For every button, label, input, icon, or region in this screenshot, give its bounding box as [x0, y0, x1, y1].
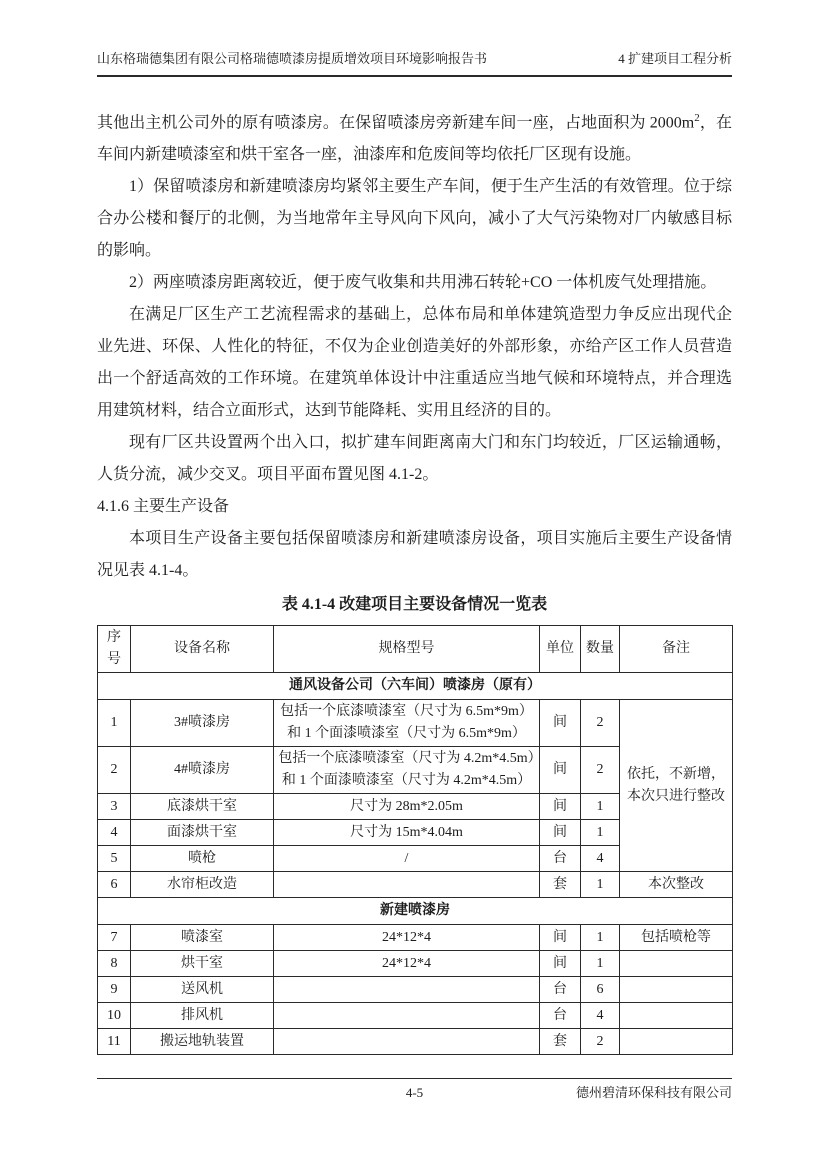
table-header-row — [98, 626, 733, 673]
cell-name: 烘干室 — [131, 951, 274, 977]
cell-no: 7 — [98, 925, 131, 951]
cell-qty: 1 — [581, 820, 620, 846]
cell-spec — [274, 977, 540, 1003]
cell-remark — [620, 1029, 733, 1055]
cell-qty: 4 — [581, 1003, 620, 1029]
cell-spec: 尺寸为 28m*2.05m — [274, 794, 540, 820]
paragraph-item-1: 1）保留喷漆房和新建喷漆房均紧邻主要生产车间，便于生产生活的有效管理。位于综合办公楼和餐厅的北侧，为当地常年主导风向下风向，减小了大气污染物对厂内敏感目标的影响。 — [97, 178, 732, 260]
table-row — [98, 1029, 733, 1055]
cell-no: 6 — [98, 872, 131, 898]
equipment-table — [97, 625, 733, 1055]
column-header-spec: 规格型号 — [274, 626, 540, 673]
page-footer — [97, 1078, 732, 1100]
table-row — [98, 925, 733, 951]
cell-name: 水帘柜改造 — [131, 872, 274, 898]
table-caption: 表 4.1-4 改建项目主要设备情况一览表 — [281, 596, 548, 614]
cell-spec: 尺寸为 15m*4.04m — [274, 820, 540, 846]
cell-spec — [274, 872, 540, 898]
cell-no: 4 — [98, 820, 131, 846]
cell-unit: 套 — [540, 872, 581, 898]
cell-remark-merged: 依托，不新增，本次只进行整改 — [620, 700, 733, 872]
table-row — [98, 977, 733, 1003]
cell-remark — [620, 951, 733, 977]
table-row — [98, 951, 733, 977]
cell-qty: 1 — [581, 794, 620, 820]
column-header-remark: 备注 — [620, 626, 733, 673]
cell-qty: 4 — [581, 846, 620, 872]
cell-no: 8 — [98, 951, 131, 977]
cell-qty: 1 — [581, 951, 620, 977]
cell-remark: 包括喷枪等 — [620, 925, 733, 951]
page-header — [97, 50, 732, 77]
cell-unit: 套 — [540, 1029, 581, 1055]
column-header-name: 设备名称 — [131, 626, 274, 673]
page-content — [97, 102, 732, 1055]
footer-company: 德州碧清环保科技有限公司 — [575, 1085, 732, 1100]
table-row — [98, 700, 733, 747]
cell-no: 9 — [98, 977, 131, 1003]
cell-no: 3 — [98, 794, 131, 820]
cell-qty: 6 — [581, 977, 620, 1003]
cell-no: 1 — [98, 700, 131, 747]
column-header-qty: 数量 — [581, 626, 620, 673]
paragraph-layout-design: 在满足厂区生产工艺流程需求的基础上，总体布局和单体建筑造型力争反应出现代企业先进、环保、人性化的特征，不仅为企业创造美好的外部形象，亦给产区工作人员营造出一个舒适高效的工作环境。在建筑单体设计中注重适应当地气候和环境特点，并合理选用建筑材料，结合立面形式，达到节能降耗、实用且经济的目的。 — [97, 306, 732, 420]
cell-name: 面漆烘干室 — [131, 820, 274, 846]
cell-qty: 2 — [581, 1029, 620, 1055]
paragraph-entrances: 现有厂区共设置两个出入口，拟扩建车间距离南大门和东门均较近，厂区运输通畅，人货分流，减少交叉。项目平面布置见图 4.1-2。 — [97, 434, 732, 484]
table-section-new — [98, 898, 733, 925]
cell-qty: 2 — [581, 700, 620, 747]
superscript-square-meter: 2 — [694, 112, 700, 124]
column-header-no: 序号 — [98, 626, 131, 673]
cell-no: 2 — [98, 747, 131, 794]
cell-spec: 24*12*4 — [274, 925, 540, 951]
cell-spec: 24*12*4 — [274, 951, 540, 977]
cell-name: 送风机 — [131, 977, 274, 1003]
cell-qty: 1 — [581, 872, 620, 898]
cell-spec — [274, 1003, 540, 1029]
cell-remark — [620, 977, 733, 1003]
paragraph-equipment-intro: 本项目生产设备主要包括保留喷漆房和新建喷漆房设备，项目实施后主要生产设备情况见表 4.1-4。 — [97, 530, 732, 580]
table-row — [98, 1003, 733, 1029]
paragraph-text: ，在车间内新建喷漆室和烘干室各一座，油漆库和危废间等均依托厂区现有设施。 — [97, 114, 732, 164]
table-section-existing — [98, 673, 733, 700]
paragraph-text: 其他出主机公司外的原有喷漆房。在保留喷漆房旁新建车间一座，占地面积为 2000m — [97, 114, 695, 132]
cell-no: 11 — [98, 1029, 131, 1055]
cell-name: 3#喷漆房 — [131, 700, 274, 747]
paragraph-item-2: 2）两座喷漆房距离较近，便于废气收集和共用沸石转轮+CO 一体机废气处理措施。 — [129, 274, 717, 292]
cell-qty: 1 — [581, 925, 620, 951]
cell-unit: 台 — [540, 1003, 581, 1029]
section-title: 新建喷漆房 — [98, 898, 733, 925]
paragraph-workshop-overview — [97, 102, 732, 171]
cell-unit: 间 — [540, 951, 581, 977]
column-header-unit: 单位 — [540, 626, 581, 673]
cell-name: 底漆烘干室 — [131, 794, 274, 820]
cell-spec: / — [274, 846, 540, 872]
cell-no: 10 — [98, 1003, 131, 1029]
cell-unit: 台 — [540, 977, 581, 1003]
cell-qty: 2 — [581, 747, 620, 794]
cell-name: 排风机 — [131, 1003, 274, 1029]
header-chapter-title: 4 扩建项目工程分析 — [618, 51, 732, 66]
header-doc-title: 山东格瑞德集团有限公司格瑞德喷漆房提质增效项目环境影响报告书 — [97, 51, 488, 66]
cell-remark — [620, 1003, 733, 1029]
cell-unit: 间 — [540, 794, 581, 820]
cell-unit: 间 — [540, 747, 581, 794]
cell-spec: 包括一个底漆喷漆室（尺寸为 6.5m*9m）和 1 个面漆喷漆室（尺寸为 6.5m*9m） — [274, 700, 540, 747]
cell-name: 喷漆室 — [131, 925, 274, 951]
cell-unit: 间 — [540, 820, 581, 846]
cell-unit: 间 — [540, 700, 581, 747]
cell-name: 搬运地轨装置 — [131, 1029, 274, 1055]
table-row — [98, 872, 733, 898]
cell-no: 5 — [98, 846, 131, 872]
cell-remark: 本次整改 — [620, 872, 733, 898]
cell-name: 4#喷漆房 — [131, 747, 274, 794]
page-number: 4-5 — [405, 1085, 424, 1100]
section-heading-4-1-6: 4.1.6 主要生产设备 — [97, 498, 230, 516]
cell-spec — [274, 1029, 540, 1055]
cell-unit: 间 — [540, 925, 581, 951]
cell-unit: 台 — [540, 846, 581, 872]
section-title: 通风设备公司（六车间）喷漆房（原有） — [98, 673, 733, 700]
cell-name: 喷枪 — [131, 846, 274, 872]
cell-spec: 包括一个底漆喷漆室（尺寸为 4.2m*4.5m）和 1 个面漆喷漆室（尺寸为 4.2m*4.5m） — [274, 747, 540, 794]
